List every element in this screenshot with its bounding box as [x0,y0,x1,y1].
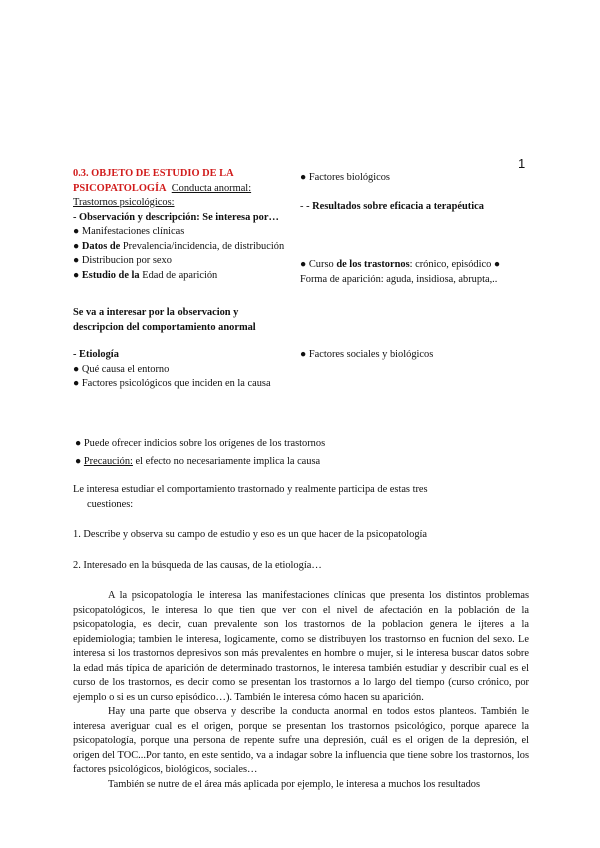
list-item: ● Qué causa el entorno [73,363,170,375]
list-item: ● Distribucion por sexo [73,255,172,266]
interest-line-1: Se va a interesar por la observacion y [73,307,239,318]
results-label: - - Resultados sobre eficacia a terapéutica [300,201,484,212]
list-item: ● Factores psicológicos que inciden en la causa [73,378,271,389]
paragraph-3: También se nutre de el área más aplicada por ejemplo, le interesa a muchos los resultados [108,778,481,790]
subtitle-trastornos: Trastornos psicológicos: [73,197,175,208]
list-item: ● Datos de Prevalencia/incidencia, de distribución [73,240,285,252]
list-item: ● Manifestaciones clínicas [73,226,185,237]
intro-line-2: cuestiones: [87,498,134,510]
list-item: ● Factores biológicos [300,172,390,183]
heading-line-2 [73,182,299,197]
body-intro [73,483,529,512]
heading-line-1 [73,167,299,182]
social-block [300,348,522,363]
interest-statement [73,306,299,335]
paragraph-1: A la psicopatología le interesa las manifestaciones clínicas que presenta los distintos problemas psicopatológicos, le interesa lo que tien que ver con el nivel de afectación en la población de la psicopatologia, es decir, cuan prevalente son los trastornos de la poblacion genera le ijteres a la epidemiologia; tambien le interesa, logicamente, como se distribuyen los trastornso en fucnion del sexo. Le interesa si los trastornos depresivos son más prevalentes en hombre o mujer, si le interesa buscar datos sobre la edad más típica de aparición de determinado trastornos, le interesa también estudiar y describir cual es el curso de los trastornos, es decir como se presentan los trastornos a lo largo del tiempo (curso crónico, por ejemplo o si es un curso episódico…). También le interesa cómo hacen su aparición. [73,590,529,703]
point-2: 2. Interesado en la búsqueda de las causas, de la etiología… [73,560,322,571]
list-item: ● Precaución: el efecto no necesariamente implica la causa [75,455,321,467]
page-number: 1 [518,156,526,171]
etiology-block [73,348,299,392]
left-column [73,167,299,283]
observation-label: - Observación y descripción: Se interesa por… [73,211,279,223]
section-heading: 0.3. OBJETO DE ESTUDIO DE LA [73,168,234,179]
subtitle-conducta: Conducta anormal: [171,182,252,194]
bullet-list-observation [73,225,299,283]
mid-bullets [75,437,531,469]
intro-line-1: Le interesa estudiar el comportamiento trastornado y realmente participa de estas tres [73,484,428,495]
list-item: ● Estudio de la Edad de aparición [73,269,218,281]
etiology-label: - Etiología [73,349,119,360]
section-heading-cont: PSICOPATOLOGÍA [73,182,167,194]
right-column-top [300,171,522,186]
body-paragraphs [73,589,529,792]
paragraph-2: Hay una parte que observa y describe la conducta anormal en todos estos planteos. También le interesa averiguar cual es el origen, porque se presentan los trastornos psicológico, porque aparece la psicopatología, porque una persona de repente sufre una depresión, cuál es el origen de la depresión, el origen del TOC...Por tanto, en este sentido, va a indagar sobre la influencia que tiene sobre los trastornos, los factores psicológicos, biológicos, sociales… [73,706,529,775]
list-item: ● Curso de los trastornos: crónico, episódico ● [300,259,501,270]
list-item: ● Puede ofrecer indicios sobre los orígenes de los trastornos [75,438,326,449]
list-item: ● Factores sociales y biológicos [300,349,434,360]
point-1: 1. Describe y observa su campo de estudio y eso es un que hacer de la psicopatología [73,529,428,540]
course-block [300,258,522,287]
course-line-2: Forma de aparición: aguda, insidiosa, abrupta,.. [300,273,498,285]
results-block [300,200,522,215]
interest-line-2: descripcion del comportamiento anormal [73,321,256,333]
